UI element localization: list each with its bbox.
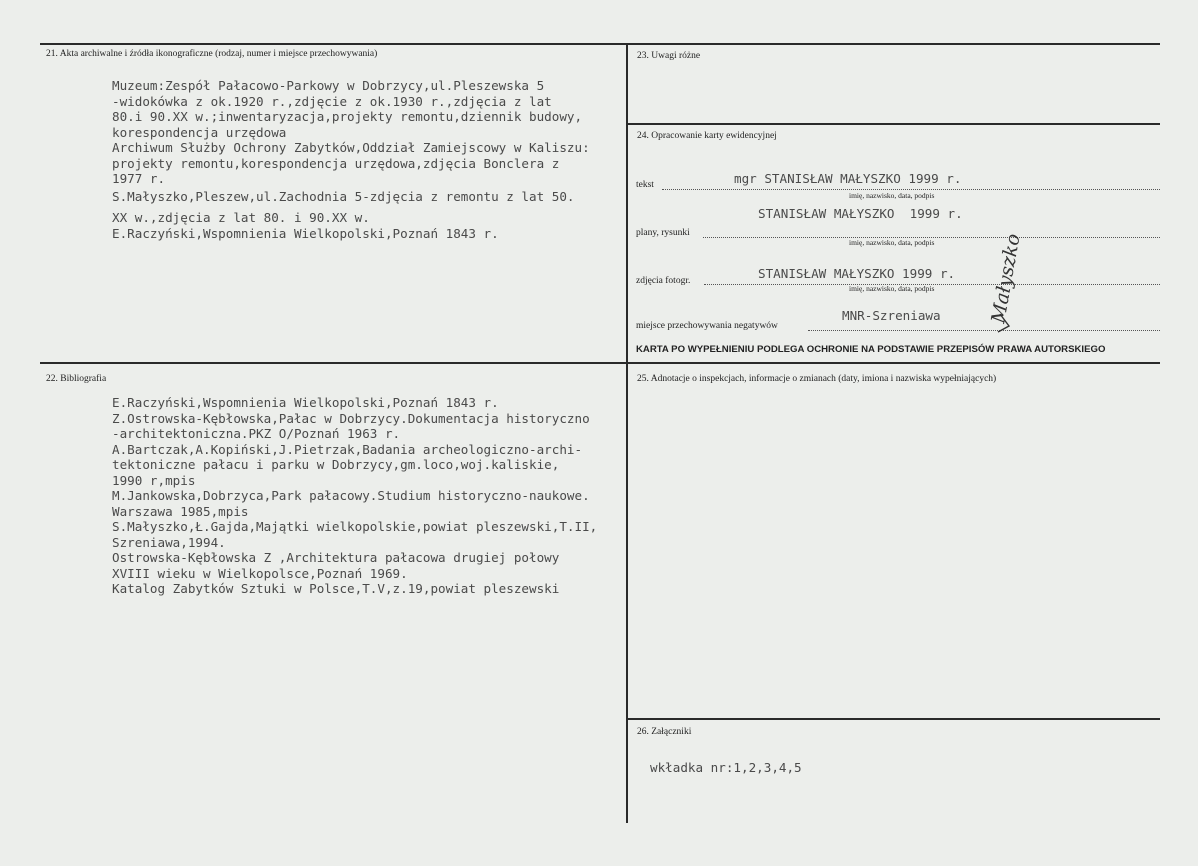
s26-value: wkładka nr:1,2,3,4,5 xyxy=(650,760,802,775)
top-rule xyxy=(40,43,1160,45)
zdjecia-label: zdjęcia fotogr. xyxy=(636,276,691,286)
s25-label: 25. Adnotacje o inspekcjach, informacje o zmianach (daty, imiona i nazwiska wypełniających) xyxy=(637,374,997,384)
s21-text xyxy=(112,78,590,241)
zdjecia-value: STANISŁAW MAŁYSZKO 1999 r. xyxy=(758,266,956,281)
signature-text: Małyszko xyxy=(987,232,1025,325)
s22-line: -architektoniczna.PKZ O/Poznań 1963 r. xyxy=(112,426,401,441)
s22-line: XVIII wieku w Wielkopolsce,Poznań 1969. xyxy=(112,565,408,581)
s21-line: Muzeum:Zespół Pałacowo-Parkowy w Dobrzycy,ul.Pleszewska 5 xyxy=(112,78,545,93)
s22-line: A.Bartczak,A.Kopiński,J.Pietrzak,Badania archeologiczno-archi- xyxy=(112,441,583,457)
s21-line: Archiwum Służby Ochrony Zabytków,Oddział Zamiejscowy w Kaliszu: xyxy=(112,140,590,155)
s22-line: M.Jankowska,Dobrzyca,Park pałacowy.Studium historyczno-naukowe. xyxy=(112,488,590,503)
miejsce-label: miejsce przechowywania negatywów xyxy=(636,321,778,331)
plany-sub-label: imię, nazwisko, data, podpis xyxy=(849,238,935,247)
s21-line: korespondencja urzędowa xyxy=(112,124,287,140)
s24-label: 24. Opracowanie karty ewidencyjnej xyxy=(637,131,777,141)
s21-line: projekty remontu,korespondencja urzędowa,zdjęcia Bonclera z xyxy=(112,155,560,171)
s22-line: tektoniczne pałacu i parku w Dobrzycy,gm.loco,woj.kaliskie, xyxy=(112,457,560,472)
s22-text xyxy=(112,395,597,597)
s22-line: S.Małyszko,Ł.Gajda,Majątki wielkopolskie,powiat pleszewski,T.II, xyxy=(112,519,598,534)
miejsce-value: MNR-Szreniawa xyxy=(842,308,941,323)
s21-line: 80.i 90.XX w.;inwentaryzacja,projekty remontu,dziennik budowy, xyxy=(112,109,583,124)
plany-value: STANISŁAW MAŁYSZKO 1999 r. xyxy=(758,206,963,221)
tekst-sub-label: imię, nazwisko, data, podpis xyxy=(849,191,935,200)
s23-label: 23. Uwagi różne xyxy=(637,51,701,61)
s22-line: Katalog Zabytków Sztuki w Polsce,T.V,z.19,powiat pleszewski xyxy=(112,581,560,596)
s22-line: Szreniawa,1994. xyxy=(112,534,226,550)
s21-line: -widokówka z ok.1920 r.,zdjęcie z ok.1930 r.,zdjęcia z lat xyxy=(112,93,552,109)
zdjecia-sub-label: imię, nazwisko, data, podpis xyxy=(849,284,935,293)
s26-top-rule xyxy=(628,718,1160,720)
s21-line: S.Małyszko,Pleszew,ul.Zachodnia 5-zdjęcia z remontu z lat 50. xyxy=(112,188,575,204)
s22-line: E.Raczyński,Wspomnienia Wielkopolski,Poznań 1843 r. xyxy=(112,395,499,410)
tekst-dotline xyxy=(662,189,1160,190)
s21-line: E.Raczyński,Wspomnienia Wielkopolski,Poznań 1843 r. xyxy=(112,225,499,241)
s24-top-rule xyxy=(628,123,1160,125)
center-divider xyxy=(626,43,628,823)
s22-line: Warszawa 1985,mpis xyxy=(112,503,249,519)
signature xyxy=(978,124,1025,334)
s21-label: 21. Akta archiwalne i źródła ikonograficzne (rodzaj, numer i miejsce przechowywania) xyxy=(46,49,378,59)
s21-line: 1977 r. xyxy=(112,171,166,186)
tekst-label: tekst xyxy=(636,180,654,190)
s22-line: Ostrowska-Kębłowska Z ,Architektura pałacowa drugiej połowy xyxy=(112,550,560,565)
s22-label: 22. Bibliografia xyxy=(46,374,107,384)
s22-line: 1990 r,mpis xyxy=(112,472,196,488)
s26-label: 26. Załączniki xyxy=(637,727,692,737)
s22-line: Z.Ostrowska-Kębłowska,Pałac w Dobrzycy.Dokumentacja historyczno xyxy=(112,410,590,426)
s21-line: XX w.,zdjęcia z lat 80. i 90.XX w. xyxy=(112,210,370,225)
tekst-value: mgr STANISŁAW MAŁYSZKO 1999 r. xyxy=(734,171,962,186)
copyright-note: KARTA PO WYPEŁNIENIU PODLEGA OCHRONIE NA PODSTAWIE PRZEPISÓW PRAWA AUTORSKIEGO xyxy=(636,344,1106,355)
plany-label: plany, rysunki xyxy=(636,228,690,238)
middle-rule xyxy=(40,362,1160,364)
